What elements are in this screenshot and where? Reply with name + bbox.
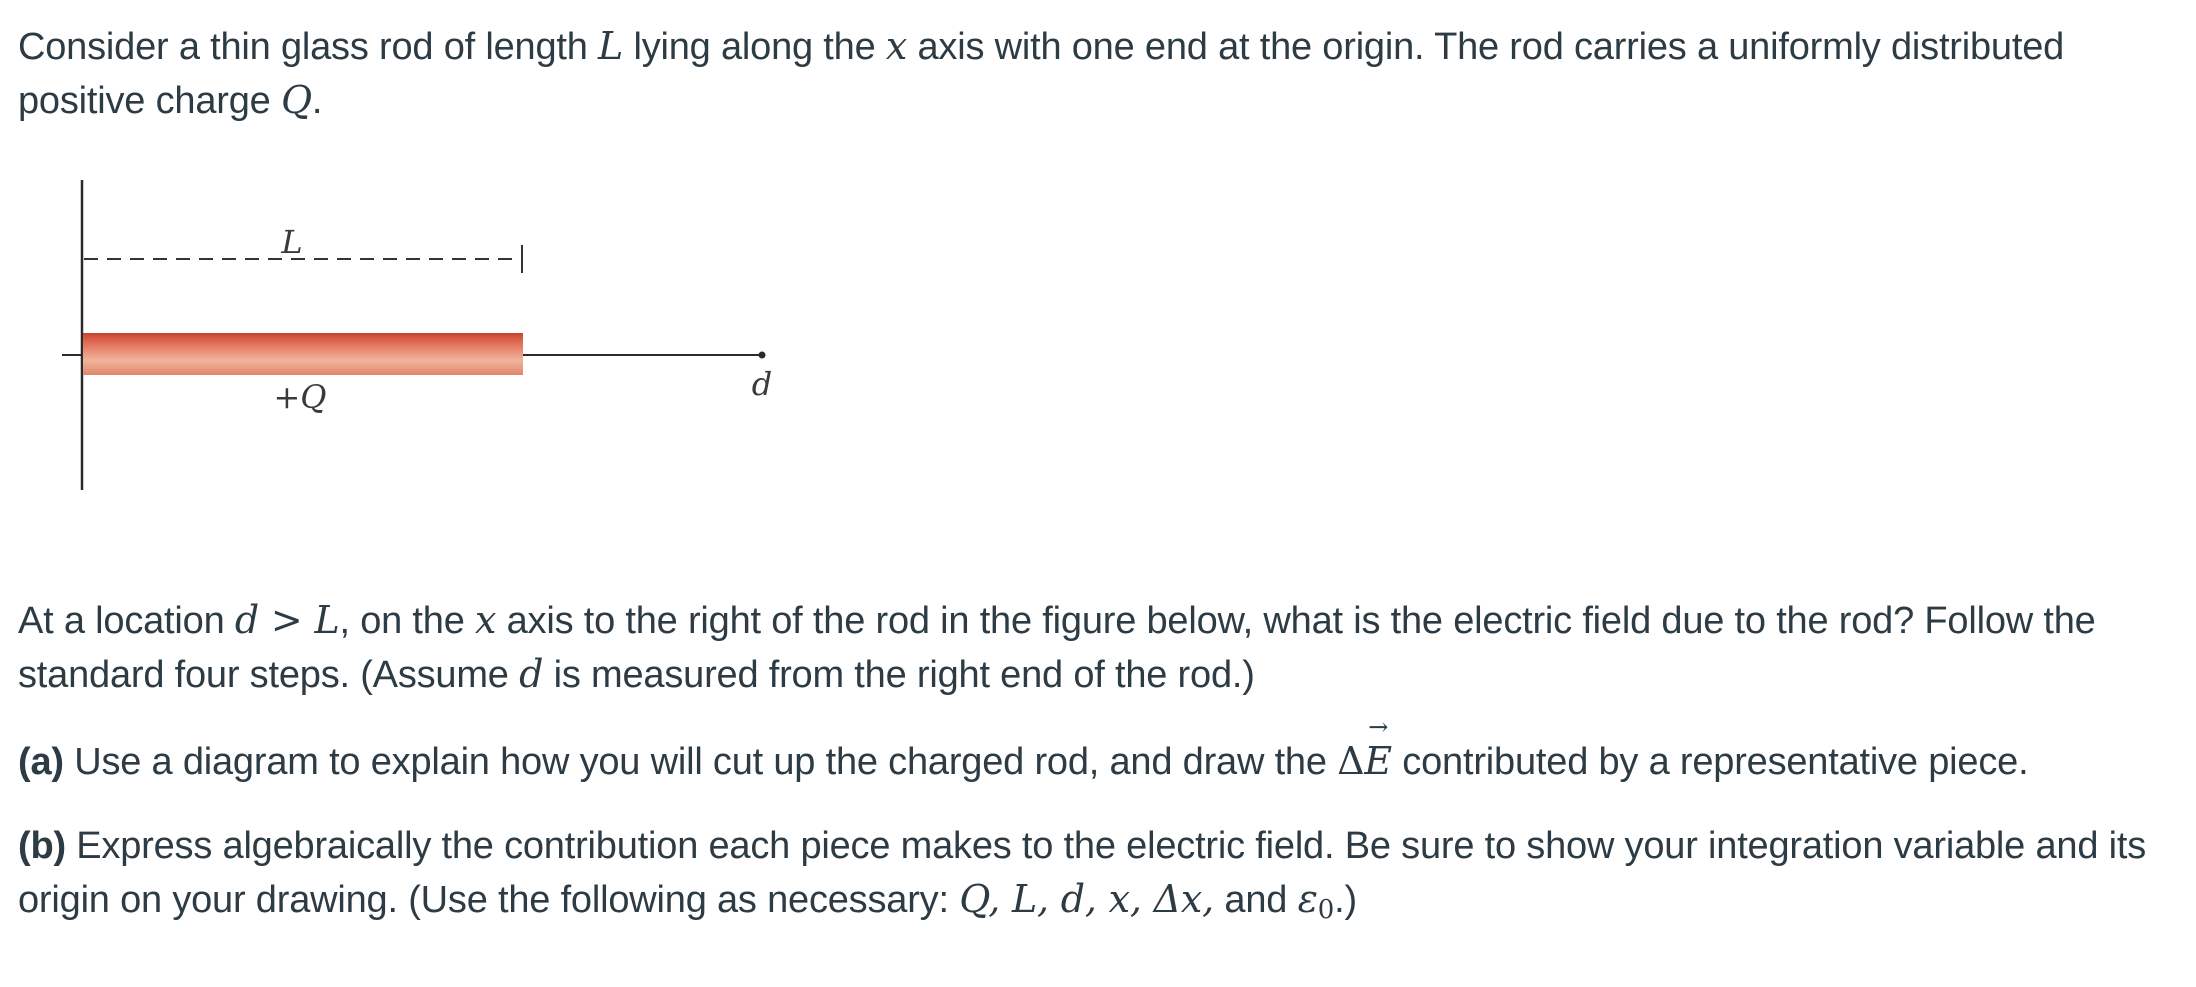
E-letter: E (1364, 739, 1392, 783)
part-a-text-1: Use a diagram to explain how you will cut up the charged rod, and draw the (63, 741, 1338, 783)
charged-rod (83, 333, 523, 375)
intro-text-2: lying along the (623, 26, 886, 68)
question-text-4: is measured from the right end of the rod.) (543, 654, 1255, 696)
part-b-text-2: .) (1334, 879, 1357, 921)
intro-text-3: axis with one end at the origin. The rod carries a uniformly distributed positive charge (18, 26, 2065, 122)
question-paragraph (18, 594, 2168, 702)
var-L: L (598, 24, 624, 68)
part-a-text-2: contributed by a representative piece. (1391, 741, 2029, 783)
part-b-text-1: Express algebraically the contribution each piece makes to the electric field. Be sure to show your integration variable and its origin on your drawing. (Use the following as necessary: (18, 825, 2147, 921)
intro-text-4: . (311, 80, 323, 122)
vector-arrow-icon: → (1368, 713, 1389, 741)
var-d: d (519, 652, 544, 696)
part-a-label: (a) (18, 741, 64, 783)
var-L: L (314, 598, 340, 642)
part-b-paragraph (18, 820, 2168, 927)
var-x: x (885, 24, 908, 68)
epsilon-subscript: 0 (1317, 895, 1335, 925)
var-d: d (234, 598, 260, 642)
var-x: x (475, 598, 497, 642)
vector-E (1364, 713, 1392, 788)
intro-paragraph (18, 20, 2168, 128)
variable-list: Q, L, d, x, Δx, (959, 877, 1215, 921)
and-word: and (1214, 879, 1298, 921)
label-charge: +Q (273, 378, 327, 416)
rod-figure (50, 175, 773, 505)
question-text-3: axis to the right of the rod in the figure below, what is the electric field due to the rod? Follow the standard four steps. (Assume (18, 600, 2096, 696)
delta-symbol: Δ (1337, 739, 1365, 783)
point-d-dot (759, 352, 766, 359)
greater-than-sign: > (259, 598, 315, 642)
var-Q: Q (280, 78, 312, 122)
label-d: d (751, 365, 773, 403)
intro-text-1: Consider a thin glass rod of length (18, 26, 599, 68)
question-text-2: , on the (339, 600, 476, 642)
part-a-paragraph (18, 713, 2168, 789)
label-L: L (281, 223, 303, 261)
part-b-label: (b) (18, 825, 66, 867)
epsilon-symbol: ε (1297, 877, 1318, 921)
question-text-1: At a location (18, 600, 235, 642)
